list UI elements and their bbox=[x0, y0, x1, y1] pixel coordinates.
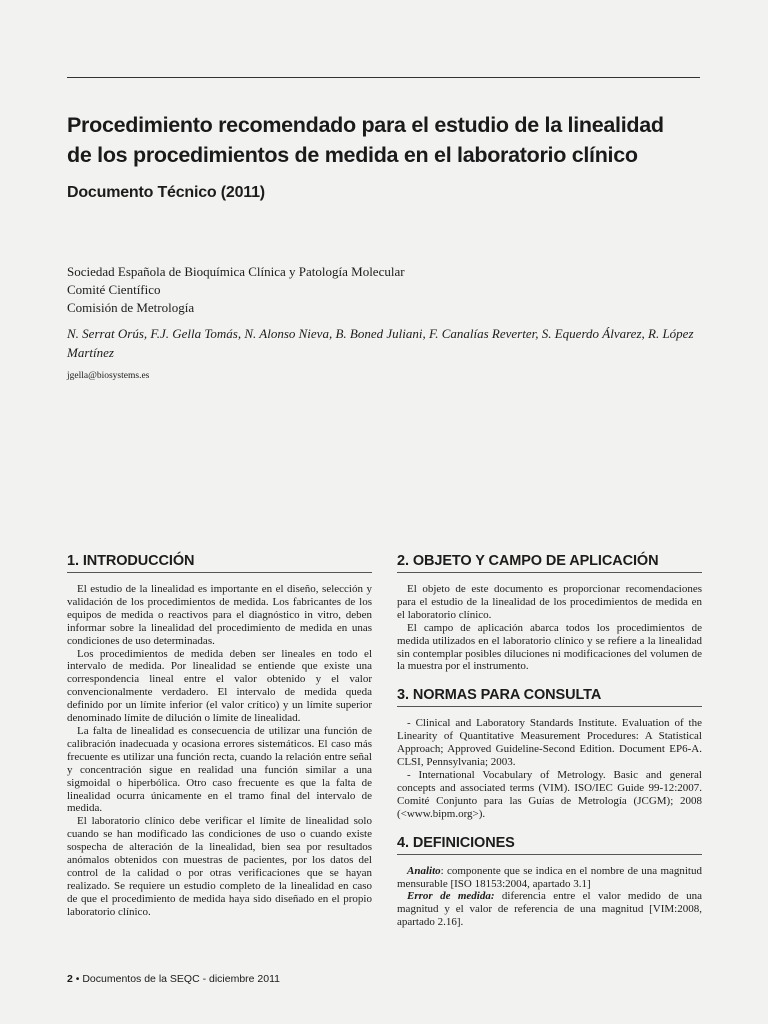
contact-email[interactable]: jgella@biosystems.es bbox=[67, 371, 150, 381]
section-heading-objeto: 2. OBJETO Y CAMPO DE APLICACIÓN bbox=[397, 553, 702, 573]
objeto-paragraph: El campo de aplicación abarca todos los procedimientos de medida utilizados en el laboratorio clínico y se refiere a la linealidad sin contemplar posibles diluciones ni modificaciones del volumen de la muestra por el instrumento. bbox=[397, 621, 702, 673]
title-line-1: Procedimiento recomendado para el estudio de la linealidad bbox=[67, 113, 664, 137]
section-heading-introduccion: 1. INTRODUCCIÓN bbox=[67, 553, 372, 573]
definition-term: Error de medida: bbox=[407, 890, 495, 903]
normas-reference: - International Vocabulary of Metrology. Basic and general concepts and associated terms (VIM). ISO/IEC Guide 99-12:2007. Comité Conjunto para las Guías de Metrología (JCGM); 2008 (<www.bipm.org>). bbox=[397, 768, 702, 820]
definition-term: Analito bbox=[407, 864, 441, 877]
title-line-2: de los procedimientos de medida en el laboratorio clínico bbox=[67, 143, 638, 167]
page-number: 2 bbox=[67, 973, 73, 985]
left-column bbox=[67, 553, 372, 919]
affiliation-block bbox=[67, 263, 405, 317]
top-rule bbox=[67, 77, 700, 78]
author-list: N. Serrat Orús, F.J. Gella Tomás, N. Alonso Nieva, B. Boned Juliani, F. Canalías Reverter, S. Equerdo Álvarez, R. López Martínez bbox=[67, 326, 694, 360]
document-subtitle: Documento Técnico (2011) bbox=[67, 184, 265, 201]
affiliation-commission: Comisión de Metrología bbox=[67, 300, 195, 315]
right-column bbox=[397, 553, 702, 929]
intro-paragraph: La falta de linealidad es consecuencia de utilizar una función de calibración inadecuada y ocasiona errores sistemáticos. El caso más frecuente es utilizar una función recta, cuando la relación entre señal y concentración sigue en realidad una función similar a una sigmoidal o hiperbólica. Otro caso frecuente es que la falta de linealidad ocurra únicamente en el tramo final del intervalo de medida. bbox=[67, 724, 372, 815]
document-title bbox=[67, 110, 707, 170]
page-footer bbox=[67, 973, 280, 985]
affiliation-committee: Comité Científico bbox=[67, 282, 161, 297]
footer-text: • Documentos de la SEQC - diciembre 2011 bbox=[72, 973, 281, 985]
section-heading-definiciones: 4. DEFINICIONES bbox=[397, 835, 702, 855]
section-heading-normas: 3. NORMAS PARA CONSULTA bbox=[397, 687, 702, 707]
normas-reference: - Clinical and Laboratory Standards Institute. Evaluation of the Linearity of Quantitative Measurement Procedures: A Statistical Approach; Approved Guideline-Second Edition. Document EP6-A. CLSI, Pennsylvania; 2003. bbox=[397, 717, 702, 769]
definition-text: diferencia entre el valor medido de una magnitud y el valor de referencia de una magnitud [VIM:2008, apartado 2.16]. bbox=[397, 890, 702, 929]
intro-paragraph: El laboratorio clínico debe verificar el límite de linealidad solo cuando se han modificado las condiciones de uso o cuando existe sospecha de alteración de la linealidad, bien sea por resultados anómalos obtenidos con muestras de pacientes, por los datos del control de la calidad o por otras verificaciones que se hayan realizado. Se requiere un estudio completo de la linealidad en caso de que el procedimiento de medida haya sido diseñado en el propio laboratorio clínico. bbox=[67, 815, 372, 918]
objeto-paragraph: El objeto de este documento es proporcionar recomendaciones para el estudio de la linealidad de los procedimientos de medida en el laboratorio clínico. bbox=[397, 583, 702, 621]
intro-paragraph: Los procedimientos de medida deben ser lineales en todo el intervalo de medida. Por linealidad se entiende que existe una correspondencia lineal entre el valor obtenido y el valor convencionalmente verdadero. El intervalo de medida queda definido por un límite inferior (el valor crítico) y un límite superior denominado límite de dilución o límite de linealidad. bbox=[67, 647, 372, 725]
definition-item bbox=[397, 865, 702, 891]
intro-paragraph: El estudio de la linealidad es importante en el diseño, selección y validación de los procedimientos de medida. Los fabricantes de los equipos de medida o reactivos para el diagnóstico in vitro, deben informar sobre la linealidad del procedimiento de medida en unas condiciones de uso determinadas. bbox=[67, 583, 372, 647]
affiliation-society: Sociedad Española de Bioquímica Clínica y Patología Molecular bbox=[67, 264, 405, 279]
definition-item bbox=[397, 890, 702, 929]
definition-text: : componente que se indica en el nombre de una magnitud mensurable [ISO 18153:2004, apartado 3.1] bbox=[397, 864, 702, 890]
